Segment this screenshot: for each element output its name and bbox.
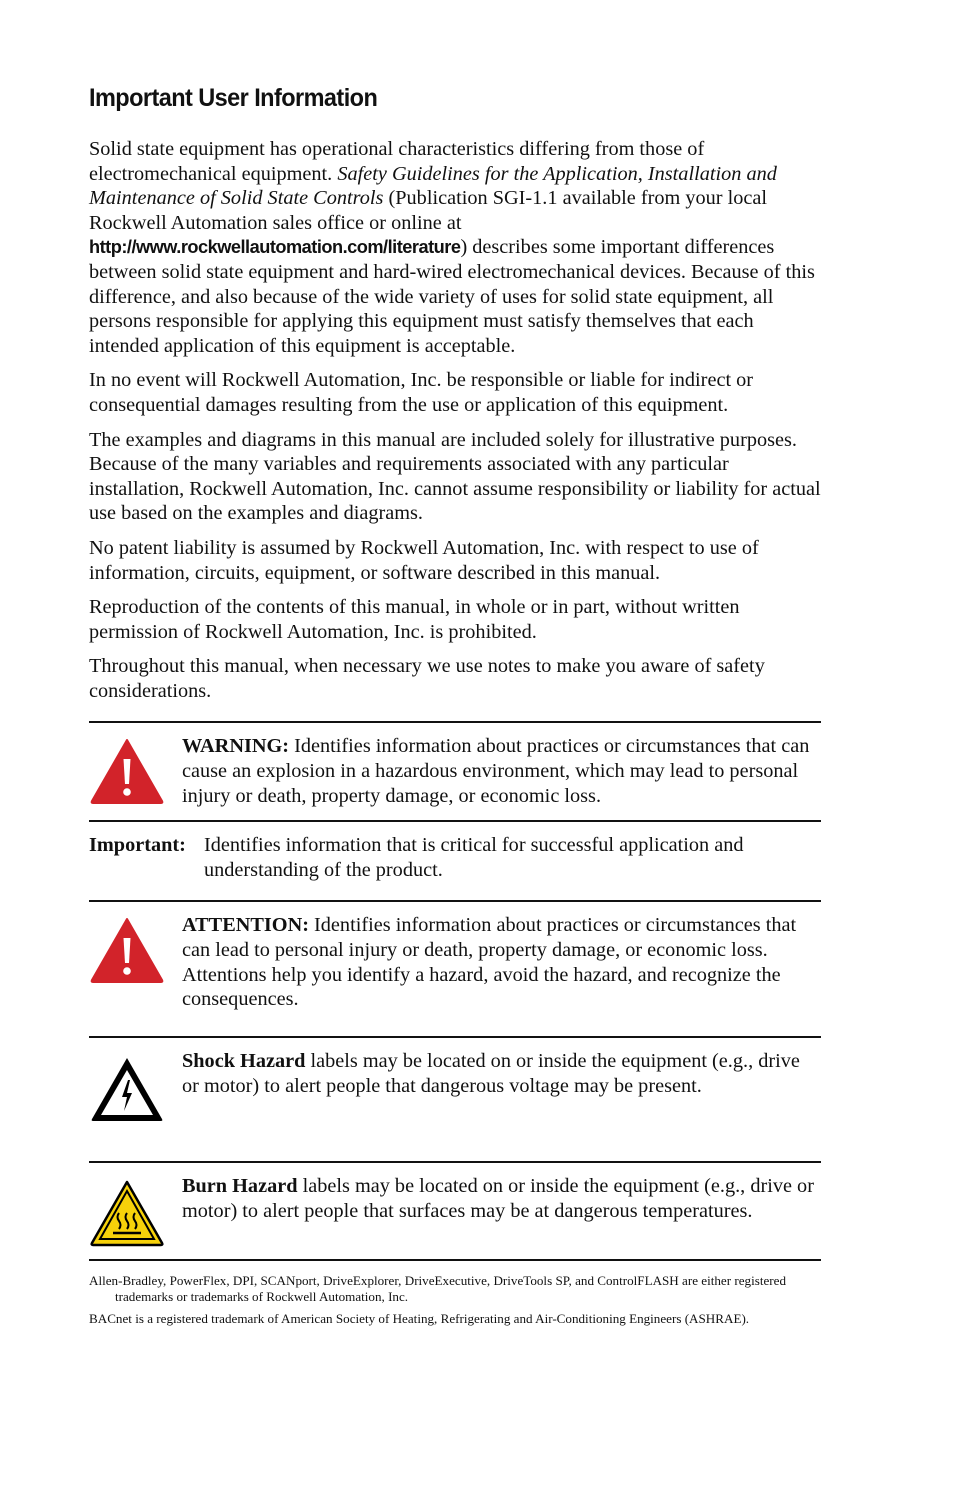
paragraph-text: (Publication SGI-1.1 available from your local Rockwell Automation sales office or online at <box>89 187 767 234</box>
trademark-note-bacnet: BACnet is a registered trademark of American Society of Heating, Refrigerating and Air-Conditioning Engineers (ASHRAE). <box>89 1311 750 1327</box>
burn-hazard-notice <box>89 1161 821 1261</box>
warning-triangle-icon <box>89 734 182 805</box>
page-content <box>89 82 821 1333</box>
attention-notice <box>89 900 821 1030</box>
paragraph-liability: In no event will Rockwell Automation, Inc. be responsible or liable for indirect or consequential damages resulting from the use or application of this equipment. <box>89 369 754 416</box>
important-label: Important: <box>89 834 186 857</box>
paragraph-reproduction: Reproduction of the contents of this manual, in whole or in part, without written permission of Rockwell Automation, Inc. is prohibited. <box>89 596 740 643</box>
warning-text <box>182 734 821 808</box>
shock-hazard-description: labels may be located on or inside the equipment (e.g., drive or motor) to alert people that dangerous voltage may be present. <box>182 1050 800 1098</box>
paragraph-safety-notes: Throughout this manual, when necessary we use notes to make you aware of safety considerations. <box>89 655 765 702</box>
shock-hazard-icon <box>89 1049 182 1123</box>
important-notice <box>89 820 821 900</box>
shock-hazard-notice <box>89 1036 821 1148</box>
paragraph-examples: The examples and diagrams in this manual are included solely for illustrative purposes. Because of the many variables and requirements associated with any particular installation, Rockwell Automation, Inc. cannot assume responsibility or liability for actual use based on the examples and diagrams. <box>89 428 821 525</box>
warning-label: WARNING: <box>182 735 290 758</box>
publication-title: Safety Guidelines for the Application, Installation and Maintenance of Solid State Controls <box>89 162 777 210</box>
burn-hazard-label: Burn Hazard <box>182 1175 298 1198</box>
paragraph-text: ) describes some important differences between solid state equipment and hard-wired electromechanical devices. Because of this difference, and also because of the wide variety of uses for solid state equipment, all persons responsible for applying this equipment must satisfy themselves that each intended application of this equipment is acceptable. <box>89 236 815 357</box>
shock-hazard-label: Shock Hazard <box>182 1050 306 1073</box>
attention-description: Identifies information about practices or circumstances that can lead to personal injury or death, property damage, or economic loss. Attentions help you identify a hazard, avoid the hazard, and recognize the consequences. <box>182 914 797 1011</box>
important-description: Identifies information that is critical for successful application and understanding of the product. <box>204 834 744 882</box>
paragraph-solid-state <box>89 137 821 358</box>
attention-triangle-icon <box>89 913 182 984</box>
paragraph-text: Solid state equipment has operational characteristics differing from those of electromechanical equipment. <box>89 138 705 185</box>
page-title: Important User Information <box>89 84 378 112</box>
shock-hazard-text <box>182 1049 821 1098</box>
burn-hazard-text <box>182 1174 821 1223</box>
literature-link[interactable]: http://www.rockwellautomation.com/literature <box>89 237 461 258</box>
paragraph-patent: No patent liability is assumed by Rockwell Automation, Inc. with respect to use of information, circuits, equipment, or software described in this manual. <box>89 536 759 584</box>
warning-notice <box>89 721 821 820</box>
attention-text <box>182 913 821 1011</box>
burn-hazard-icon <box>89 1174 182 1247</box>
burn-hazard-description: labels may be located on or inside the equipment (e.g., drive or motor) to alert people that surfaces may be at dangerous temperatures. <box>182 1175 814 1223</box>
attention-label: ATTENTION: <box>182 914 309 937</box>
trademark-note-rockwell: Allen-Bradley, PowerFlex, DPI, SCANport, DriveExplorer, DriveExecutive, DriveTools SP, and ControlFLASH are either registered trademarks or trademarks of Rockwell Automation, Inc. <box>89 1273 786 1305</box>
trademark-footer <box>89 1273 821 1327</box>
warning-description: Identifies information about practices or circumstances that can cause an explosion in a hazardous environment, which may lead to personal injury or death, property damage, or economic loss. <box>182 735 810 807</box>
